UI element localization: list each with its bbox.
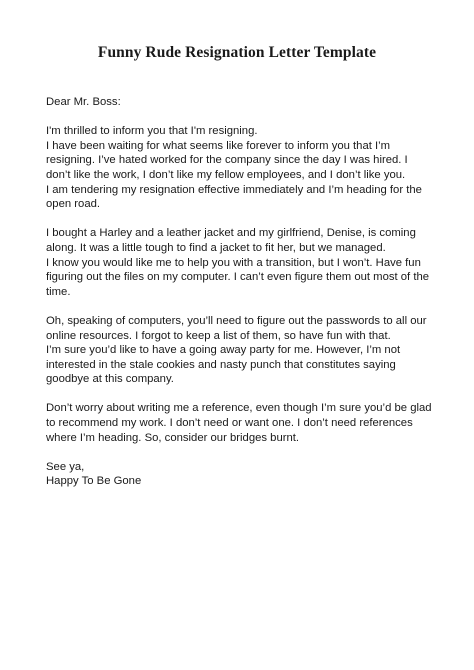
paragraph-line: I am tendering my resignation effective immediately and I’m heading for the	[46, 183, 422, 196]
paragraph-3	[46, 314, 442, 387]
signature-text: Happy To Be Gone	[46, 475, 142, 488]
paragraph-line: online resources. I forgot to keep a list of them, so have fun with that.	[46, 329, 391, 342]
paragraph-1	[46, 124, 442, 212]
paragraph-line: goodbye at this company.	[46, 373, 174, 386]
paragraph-4	[46, 401, 442, 445]
paragraph-line: along. It was a little tough to find a jacket to fit her, but we managed.	[46, 241, 386, 254]
paragraph-line: I bought a Harley and a leather jacket and my girlfriend, Denise, is coming	[46, 227, 416, 240]
letter-body	[46, 95, 442, 489]
paragraph-2	[46, 226, 442, 299]
paragraph-line: I’m sure you’d like to have a going away party for me. However, I’m not	[46, 344, 401, 357]
paragraph-line: Oh, speaking of computers, you’ll need to figure out the passwords to all our	[46, 314, 427, 327]
salutation: Dear Mr. Boss:	[46, 96, 121, 108]
paragraph-line: time.	[46, 285, 71, 298]
paragraph-line: I'm thrilled to inform you that I'm resigning.	[46, 125, 258, 138]
paragraph-line: to recommend my work. I don’t need or want one. I don’t need references	[46, 417, 413, 430]
paragraph-line: figuring out the files on my computer. I can’t even figure them out most of the	[46, 271, 430, 284]
paragraph-line: interested in the stale cookies and nasty punch that constitutes saying	[46, 358, 396, 371]
closing-block	[46, 460, 442, 489]
paragraph-line: I have been waiting for what seems like forever to inform you that I’m	[46, 139, 391, 152]
document-title: Funny Rude Resignation Letter Template	[97, 44, 377, 61]
paragraph-line: resigning. I’ve hated worked for the company since the day I was hired. I	[46, 154, 408, 167]
paragraph-line: I know you would like me to help you with a transition, but I won’t. Have fun	[46, 256, 421, 269]
paragraph-line: where I’m heading. So, consider our bridges burnt.	[46, 431, 300, 444]
paragraph-line: don’t like the work, I don’t like my fellow employees, and I don’t like you.	[46, 168, 406, 181]
closing-text: See ya,	[46, 460, 85, 473]
paragraph-line: open road.	[46, 198, 101, 211]
paragraph-line: Don’t worry about writing me a reference, even though I’m sure you’d be glad	[46, 402, 432, 415]
